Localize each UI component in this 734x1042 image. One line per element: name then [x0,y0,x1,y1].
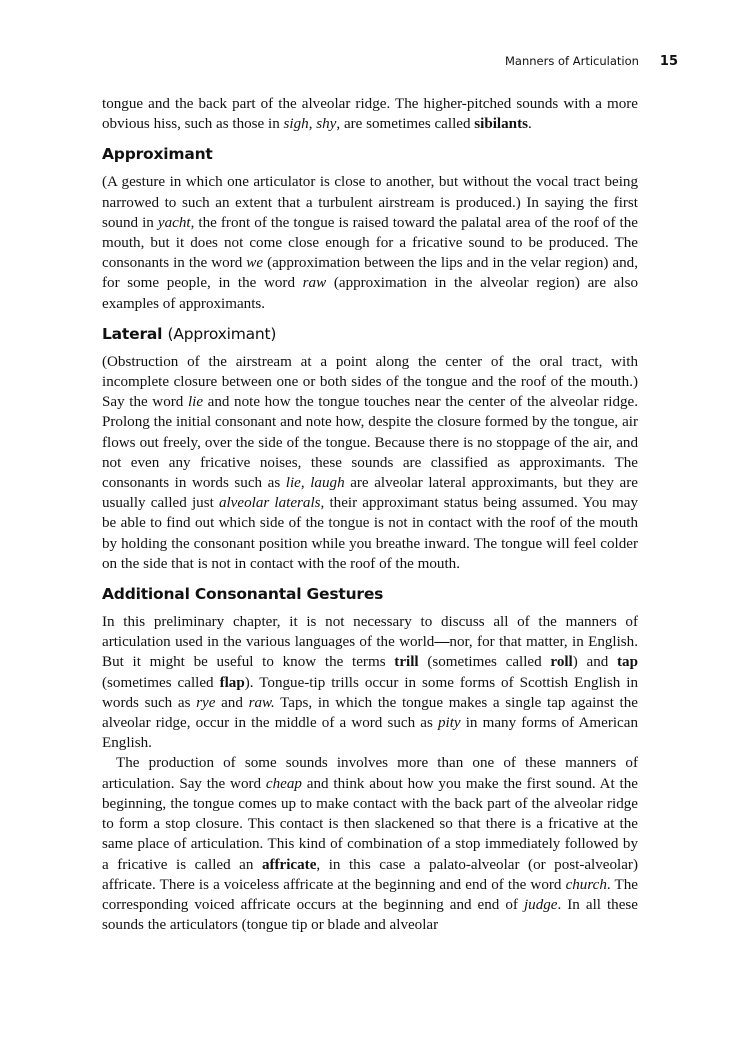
page-number: 15 [659,54,678,69]
running-title: Manners of Articulation [504,54,639,68]
heading-lateral: Lateral (Approximant) [102,324,277,343]
heading-additional-gestures: Additional Consonantal Gestures [102,585,384,604]
additional-paragraph-2: The production of some sounds involves more than one of these manners of articulation. Say the word cheap and think about how you make the first sound. At the beginning, the tongue comes up to make contact with the back part of the alveolar ridge to form a stop closure. This contact is then slackened so that there is a fricative at the same place of articulation. This kind of combination of a stop immediately followed by a fricative is called an affricate, in this case a palato-alveolar (or post-alveolar) affricate. There is a voiceless affricate at the beginning and end of the word church. The corresponding voiced affricate occurs at the beginning and end of judge. In all these sounds the articulators (tongue tip or blade and alveolar [102,755,638,934]
lateral-paragraph: (Obstruction of the airstream at a point along the center of the oral tract, with incomplete closure between one or both sides of the tongue and the roof of the mouth.) Say the word lie and note how the tongue touches near the center of the alveolar ridge. Prolong the initial consonant and note how, despite the closure formed by the tongue, air flows out freely, over the side of the tongue. Because there is no stoppage of the air, and not even any fricative noises, these sounds are classified as approximants. The consonants in words such as lie, laugh are alveolar lateral approximants, but they are usually called just alveolar laterals, their approximant status being assumed. You may be able to find out which side of the tongue is not in contact with the roof of the mouth by holding the consonant position while you breathe inward. The tongue will feel colder on the side that is not in contact with the roof of the mouth. [102,353,639,572]
body-text [102,94,638,935]
heading-approximant: Approximant [102,145,213,164]
additional-paragraph-1: In this preliminary chapter, it is not necessary to discuss all of the manners of articulation used in the various languages of the world—nor, for that matter, in English. But it might be useful to know the terms trill (sometimes called roll) and tap (sometimes called flap). Tongue-tip trills occur in some forms of Scottish English in words such as rye and raw. Taps, in which the tongue makes a single tap against the alveolar ridge, occur in the middle of a word such as pity in many forms of American English. [102,614,639,752]
intro-paragraph: tongue and the back part of the alveolar ridge. The higher-pitched sounds with a more obvious hiss, such as those in sigh, shy, are sometimes called sibilants. [102,96,638,133]
approximant-paragraph: (A gesture in which one articulator is close to another, but without the vocal tract being narrowed to such an extent that a turbulent airstream is produced.) In saying the first sound in yacht, the front of the tongue is raised toward the palatal area of the roof of the mouth, but it does not come close enough for a fricative sound to be produced. The consonants in the word we (approximation between the lips and in the velar region) and, for some people, in the word raw (approximation in the alveolar region) are also examples of approximants. [102,174,639,312]
running-header [78,54,678,69]
